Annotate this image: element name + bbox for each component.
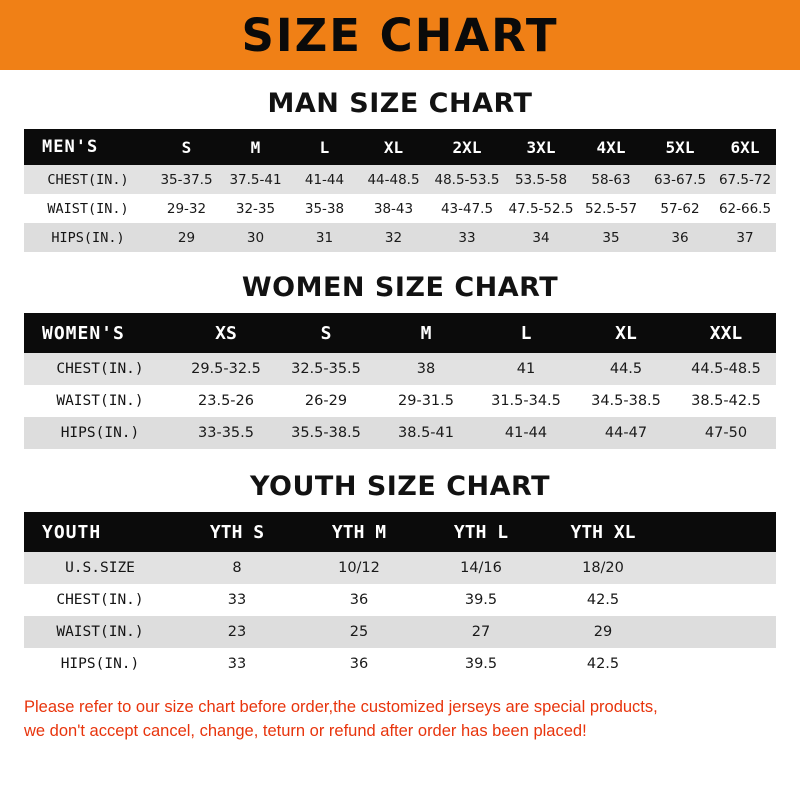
table-cell: 38.5-42.5 (676, 385, 776, 417)
table-cell: 10/12 (298, 552, 420, 584)
man-size-table (24, 129, 776, 252)
notice-line-2: we don't accept cancel, change, teturn or refund after order has been placed! (24, 721, 587, 740)
table-header-cell: S (152, 129, 221, 165)
table-cell: 42.5 (542, 584, 664, 616)
table-row (24, 584, 776, 616)
table-cell: 36 (298, 648, 420, 680)
table-cell: 67.5-72 (714, 165, 776, 194)
table-cell: 62-66.5 (714, 194, 776, 223)
table-cell: 47.5-52.5 (506, 194, 576, 223)
table-header-cell: YTH XL (542, 512, 664, 552)
table-header-cell: 6XL (714, 129, 776, 165)
table-row (24, 194, 776, 223)
table-cell: 36 (646, 223, 714, 252)
row-label: U.S.SIZE (24, 552, 176, 584)
table-row (24, 417, 776, 449)
table-cell: 27 (420, 616, 542, 648)
table-header-cell: 5XL (646, 129, 714, 165)
table-header-cell: MEN'S (24, 129, 152, 165)
table-cell: 42.5 (542, 648, 664, 680)
notice-line-1: Please refer to our size chart before order,the customized jerseys are special products, (24, 698, 658, 716)
table-row (24, 648, 776, 680)
table-cell: 29.5-32.5 (176, 353, 276, 385)
table-cell: 33 (428, 223, 506, 252)
table-cell: 36 (298, 584, 420, 616)
table-header-row (24, 313, 776, 353)
table-cell-spacer (664, 584, 776, 616)
table-header-cell: XL (359, 129, 428, 165)
row-label: HIPS(IN.) (24, 417, 176, 449)
table-cell: 48.5-53.5 (428, 165, 506, 194)
row-label: WAIST(IN.) (24, 616, 176, 648)
table-header-cell: YTH M (298, 512, 420, 552)
table-cell: 58-63 (576, 165, 646, 194)
table-cell: 41-44 (290, 165, 359, 194)
table-cell: 52.5-57 (576, 194, 646, 223)
table-cell: 32-35 (221, 194, 290, 223)
table-header-cell: 2XL (428, 129, 506, 165)
table-cell: 26-29 (276, 385, 376, 417)
youth-size-table (24, 512, 776, 680)
table-cell: 38 (376, 353, 476, 385)
table-cell: 25 (298, 616, 420, 648)
row-label: CHEST(IN.) (24, 584, 176, 616)
table-header-cell: XL (576, 313, 676, 353)
section-title-man: MAN SIZE CHART (267, 88, 533, 119)
table-row (24, 353, 776, 385)
table-header-cell: 3XL (506, 129, 576, 165)
content (0, 88, 800, 680)
table-cell: 37.5-41 (221, 165, 290, 194)
table-header-row (24, 129, 776, 165)
table-header-cell: XXL (676, 313, 776, 353)
table-cell: 29-32 (152, 194, 221, 223)
table-cell: 41 (476, 353, 576, 385)
table-cell: 8 (176, 552, 298, 584)
table-header-cell: 4XL (576, 129, 646, 165)
table-cell: 43-47.5 (428, 194, 506, 223)
table-cell: 29 (542, 616, 664, 648)
table-cell: 33 (176, 584, 298, 616)
table-cell: 63-67.5 (646, 165, 714, 194)
table-header-cell: L (476, 313, 576, 353)
table-cell: 39.5 (420, 648, 542, 680)
row-label: HIPS(IN.) (24, 648, 176, 680)
table-cell: 23 (176, 616, 298, 648)
table-cell: 47-50 (676, 417, 776, 449)
table-header-cell: M (221, 129, 290, 165)
table-cell: 44.5 (576, 353, 676, 385)
table-cell: 34 (506, 223, 576, 252)
table-header-row (24, 512, 776, 552)
table-header-cell: YTH L (420, 512, 542, 552)
table-header-cell: WOMEN'S (24, 313, 176, 353)
row-label: WAIST(IN.) (24, 385, 176, 417)
table-cell: 38.5-41 (376, 417, 476, 449)
table-cell-spacer (664, 552, 776, 584)
table-cell: 30 (221, 223, 290, 252)
table-cell: 44-48.5 (359, 165, 428, 194)
table-cell: 38-43 (359, 194, 428, 223)
section-title-youth: YOUTH SIZE CHART (249, 471, 551, 502)
table-cell-spacer (664, 616, 776, 648)
table-header-cell: XS (176, 313, 276, 353)
table-cell: 18/20 (542, 552, 664, 584)
table-cell: 29 (152, 223, 221, 252)
table-cell: 37 (714, 223, 776, 252)
table-cell: 32 (359, 223, 428, 252)
table-cell: 35 (576, 223, 646, 252)
women-size-table (24, 313, 776, 449)
table-header-cell: L (290, 129, 359, 165)
row-label: HIPS(IN.) (24, 223, 152, 252)
table-cell: 35-38 (290, 194, 359, 223)
order-notice (0, 696, 800, 744)
table-cell: 29-31.5 (376, 385, 476, 417)
table-header-cell: M (376, 313, 476, 353)
table-cell: 14/16 (420, 552, 542, 584)
table-cell: 53.5-58 (506, 165, 576, 194)
table-cell: 41-44 (476, 417, 576, 449)
table-row (24, 552, 776, 584)
table-cell: 44.5-48.5 (676, 353, 776, 385)
table-header-cell: S (276, 313, 376, 353)
table-row (24, 223, 776, 252)
row-label: WAIST(IN.) (24, 194, 152, 223)
table-cell: 44-47 (576, 417, 676, 449)
table-cell: 39.5 (420, 584, 542, 616)
table-cell: 23.5-26 (176, 385, 276, 417)
table-cell: 35.5-38.5 (276, 417, 376, 449)
table-cell: 33 (176, 648, 298, 680)
table-cell-spacer (664, 648, 776, 680)
page-title: SIZE CHART (241, 8, 559, 62)
table-cell: 31 (290, 223, 359, 252)
table-header-spacer (664, 512, 776, 552)
table-cell: 32.5-35.5 (276, 353, 376, 385)
table-header-cell: YTH S (176, 512, 298, 552)
table-row (24, 165, 776, 194)
table-row (24, 616, 776, 648)
table-cell: 31.5-34.5 (476, 385, 576, 417)
section-title-women: WOMEN SIZE CHART (241, 272, 559, 303)
row-label: CHEST(IN.) (24, 165, 152, 194)
table-cell: 57-62 (646, 194, 714, 223)
banner (0, 0, 800, 70)
table-header-cell: YOUTH (24, 512, 176, 552)
row-label: CHEST(IN.) (24, 353, 176, 385)
table-cell: 34.5-38.5 (576, 385, 676, 417)
table-row (24, 385, 776, 417)
table-cell: 35-37.5 (152, 165, 221, 194)
table-cell: 33-35.5 (176, 417, 276, 449)
